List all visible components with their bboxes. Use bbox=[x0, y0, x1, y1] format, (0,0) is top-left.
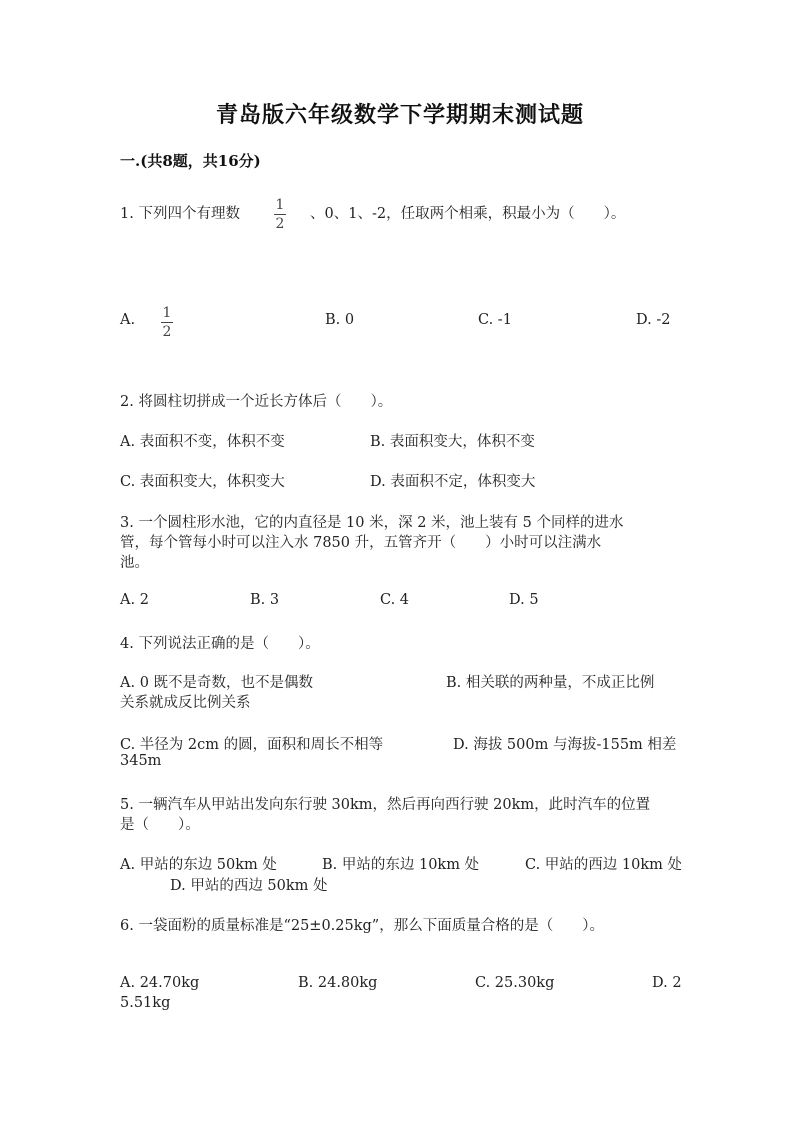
q6-option-d-continued: 5.51kg bbox=[120, 995, 171, 1011]
q1-option-a-denominator: 2 bbox=[162, 324, 172, 340]
q2-option-d: D. 表面积不定，体积变大 bbox=[370, 474, 536, 490]
q3-line-2: 管，每个管每小时可以注入水 7850 升，五管齐开（ ）小时可以注满水 bbox=[120, 535, 602, 551]
q4-option-b: B. 相关联的两种量，不成正比例 bbox=[446, 675, 655, 691]
q6-text: 6. 一袋面粉的质量标准是“25±0.25kg”，那么下面质量合格的是（ ）。 bbox=[120, 918, 604, 934]
q4-option-c: C. 半径为 2cm 的圆，面积和周长不相等 bbox=[120, 737, 384, 753]
q4-option-a: A. 0 既不是奇数，也不是偶数 bbox=[120, 675, 314, 691]
q3-line-1: 3. 一个圆柱形水池，它的内直径是 10 米，深 2 米，池上装有 5 个同样的进水 bbox=[120, 515, 624, 531]
q2-option-a: A. 表面积不变，体积不变 bbox=[120, 434, 285, 450]
q1-option-b: B. 0 bbox=[325, 312, 355, 328]
q3-option-b: B. 3 bbox=[250, 592, 280, 608]
q6-option-a: A. 24.70kg bbox=[120, 975, 200, 991]
q1-option-d: D. -2 bbox=[636, 312, 671, 328]
q6-option-c: C. 25.30kg bbox=[475, 975, 555, 991]
page-title: 青岛版六年级数学下学期期末测试题 bbox=[215, 102, 584, 128]
q1-suffix: 、0、1、-2，任取两个相乘，积最小为（ ）。 bbox=[310, 206, 626, 222]
section-heading: 一.(共8题，共16分) bbox=[120, 152, 261, 170]
q5-option-b: B. 甲站的东边 10km 处 bbox=[322, 857, 480, 873]
q4-option-d: D. 海拔 500m 与海拔-155m 相差 bbox=[453, 737, 677, 753]
q1-fraction-denominator: 2 bbox=[275, 216, 285, 232]
q5-option-c: C. 甲站的西边 10km 处 bbox=[525, 857, 683, 873]
q1-fraction-numerator: 1 bbox=[275, 197, 285, 213]
q6-option-d: D. 2 bbox=[652, 975, 682, 991]
q2-option-b: B. 表面积变大，体积不变 bbox=[370, 434, 535, 450]
q3-option-a: A. 2 bbox=[120, 592, 149, 608]
q1-prefix: 1. 下列四个有理数 bbox=[120, 206, 240, 222]
q3-line-3: 池。 bbox=[120, 555, 149, 571]
q2-text: 2. 将圆柱切拼成一个近长方体后（ ）。 bbox=[120, 394, 393, 410]
q6-option-b: B. 24.80kg bbox=[298, 975, 378, 991]
q5-option-d: D. 甲站的西边 50km 处 bbox=[170, 878, 328, 894]
q4-text: 4. 下列说法正确的是（ ）。 bbox=[120, 636, 320, 652]
q1-option-c: C. -1 bbox=[478, 312, 512, 328]
q5-line-1: 5. 一辆汽车从甲站出发向东行驶 30km，然后再向西行驶 20km，此时汽车的位置 bbox=[120, 797, 651, 813]
q1-option-a: A. bbox=[120, 312, 136, 328]
q2-option-c: C. 表面积变大，体积变大 bbox=[120, 474, 285, 490]
q1-option-a-numerator: 1 bbox=[162, 305, 172, 321]
q1-option-a-fraction bbox=[157, 306, 177, 339]
q4-option-d-continued: 345m bbox=[120, 753, 162, 769]
q3-option-c: C. 4 bbox=[380, 592, 410, 608]
q5-option-a: A. 甲站的东边 50km 处 bbox=[120, 857, 277, 873]
q1-fraction bbox=[270, 198, 290, 231]
q3-option-d: D. 5 bbox=[509, 592, 539, 608]
q5-line-2: 是（ ）。 bbox=[120, 817, 200, 833]
q4-option-b-continued: 关系就成反比例关系 bbox=[120, 695, 251, 711]
